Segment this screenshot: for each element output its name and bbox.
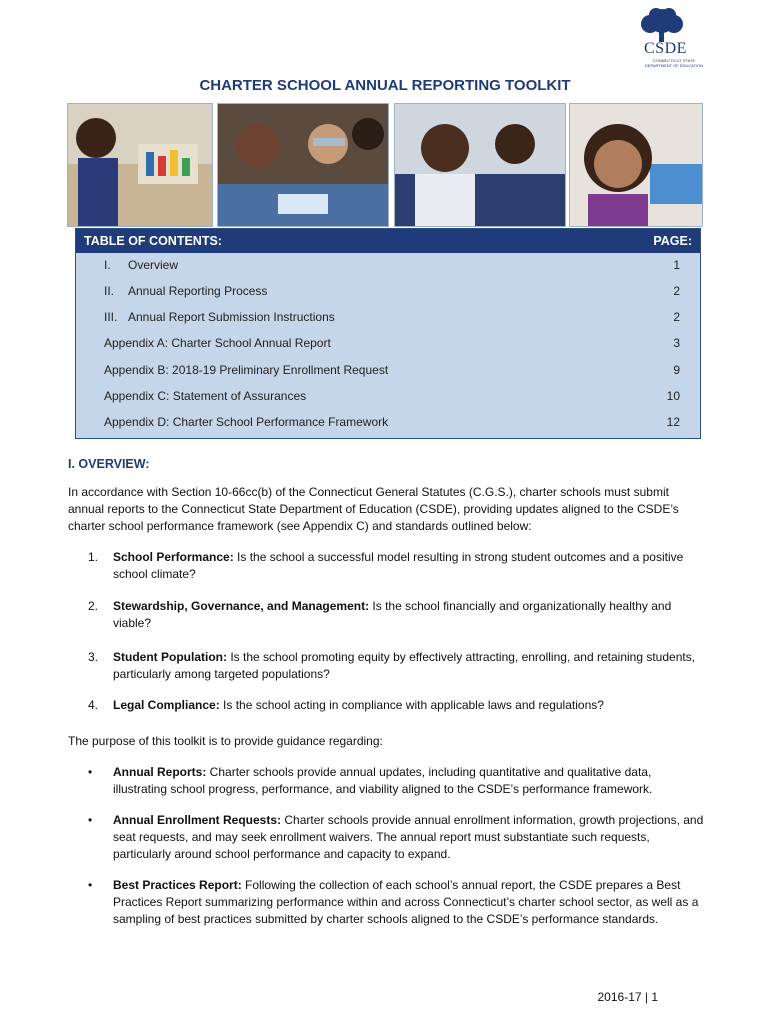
toc-header	[76, 229, 700, 253]
item-marker: 4.	[88, 698, 99, 712]
photo-smiling-girl	[569, 103, 703, 227]
item-title: Stewardship, Governance, and Management:	[113, 599, 370, 613]
logo-acronym: CSDE	[644, 40, 687, 57]
photo-students-with-goggles	[217, 103, 389, 227]
numbered-item	[68, 549, 704, 583]
numbered-item	[68, 649, 704, 683]
item-marker: 3.	[88, 650, 99, 664]
numbered-item	[68, 598, 704, 632]
photo-child-with-blocks	[67, 103, 213, 227]
toc-entry-page: 12	[666, 415, 680, 429]
toc-entry[interactable]	[104, 389, 680, 405]
toc-header-title: TABLE OF CONTENTS:	[84, 234, 222, 248]
item-text: Is the school a successful model resulting in strong student outcomes and a positive school climate?	[113, 550, 684, 581]
toc-entry[interactable]	[104, 284, 680, 300]
item-title: Best Practices Report:	[113, 878, 242, 892]
bullet-marker: •	[88, 878, 93, 892]
toc-entry-label: Annual Report Submission Instructions	[128, 310, 335, 324]
toc-entry-number: III.	[104, 310, 118, 324]
item-text: Is the school financially and organizationally healthy and viable?	[113, 599, 672, 630]
toc-entry-label: Appendix B: 2018-19 Preliminary Enrollment Request	[104, 363, 389, 377]
tree-logo-icon	[632, 8, 692, 42]
toc-entry-page: 3	[673, 336, 680, 350]
bullet-marker: •	[88, 765, 93, 779]
document-title: CHARTER SCHOOL ANNUAL REPORTING TOOLKIT	[199, 77, 571, 94]
photo-smiling-students	[394, 103, 566, 227]
item-title: School Performance:	[113, 550, 234, 564]
toc-entry[interactable]	[104, 415, 680, 431]
toc-entry-number: II.	[104, 284, 115, 298]
bullet-marker: •	[88, 813, 93, 827]
toc-entry[interactable]	[104, 258, 680, 274]
toc-entry-label: Appendix A: Charter School Annual Report	[104, 336, 331, 350]
item-text: Charter schools provide annual enrollment information, growth projections, and seat requests, and may seek enrollment waivers. The annual report must substantiate such requests, particularly around school performance and capacity to expand.	[113, 813, 704, 861]
toc-entry-number: I.	[104, 258, 111, 272]
page-footer: 2016-17 | 1	[597, 990, 658, 1004]
toc-entry-page: 9	[673, 363, 680, 377]
numbered-item	[68, 697, 704, 714]
toc-entry-page: 1	[673, 258, 680, 272]
table-of-contents	[75, 228, 701, 439]
toc-entry-label: Appendix C: Statement of Assurances	[104, 389, 307, 403]
toc-entry-label: Annual Reporting Process	[128, 284, 268, 298]
logo-subtitle: CONNECTICUT STATE DEPARTMENT OF EDUCATION	[644, 58, 704, 68]
csde-logo	[626, 8, 706, 72]
toc-entry[interactable]	[104, 363, 680, 379]
toc-header-page: PAGE:	[653, 234, 692, 248]
item-text: Following the collection of each school’s annual report, the CSDE prepares a Best Practices Report summarizing performance within and across Connecticut’s charter school sector, as well as a sampling of best practices submitted by charter schools aligned to the CSDE’s performance standards.	[113, 878, 699, 926]
bullet-item	[68, 764, 704, 798]
toc-entry[interactable]	[104, 310, 680, 326]
toc-entry-page: 2	[673, 284, 680, 298]
overview-heading: I. OVERVIEW:	[68, 457, 150, 471]
item-title: Student Population:	[113, 650, 227, 664]
item-title: Legal Compliance:	[113, 698, 220, 712]
overview-intro: In accordance with Section 10-66cc(b) of the Connecticut General Statutes (C.G.S.), charter schools must submit annual reports to the Connecticut State Department of Education (CSDE), providing updates aligned to the CSDE’s charter school performance framework (see Appendix C) and standards outlined below:	[68, 485, 679, 533]
toc-entry-label: Overview	[128, 258, 179, 272]
item-text: Is the school promoting equity by effectively attracting, enrolling, and retaining students, particularly among targeted populations?	[113, 650, 696, 681]
toc-entry-page: 2	[673, 310, 680, 324]
bullet-item	[68, 877, 704, 928]
item-text: Charter schools provide annual updates, including quantitative and qualitative data, illustrating school progress, performance, and viability aligned to the CSDE’s performance framework.	[113, 765, 653, 796]
item-title: Annual Enrollment Requests:	[113, 813, 282, 827]
bullet-item	[68, 812, 704, 863]
item-marker: 1.	[88, 550, 99, 564]
item-text: Is the school acting in compliance with applicable laws and regulations?	[219, 698, 604, 712]
toc-entry[interactable]	[104, 336, 680, 352]
item-marker: 2.	[88, 599, 99, 613]
purpose-statement: The purpose of this toolkit is to provide guidance regarding:	[68, 734, 383, 748]
toc-entry-label: Appendix D: Charter School Performance Framework	[104, 415, 389, 429]
toc-entry-page: 10	[666, 389, 680, 403]
item-title: Annual Reports:	[113, 765, 207, 779]
